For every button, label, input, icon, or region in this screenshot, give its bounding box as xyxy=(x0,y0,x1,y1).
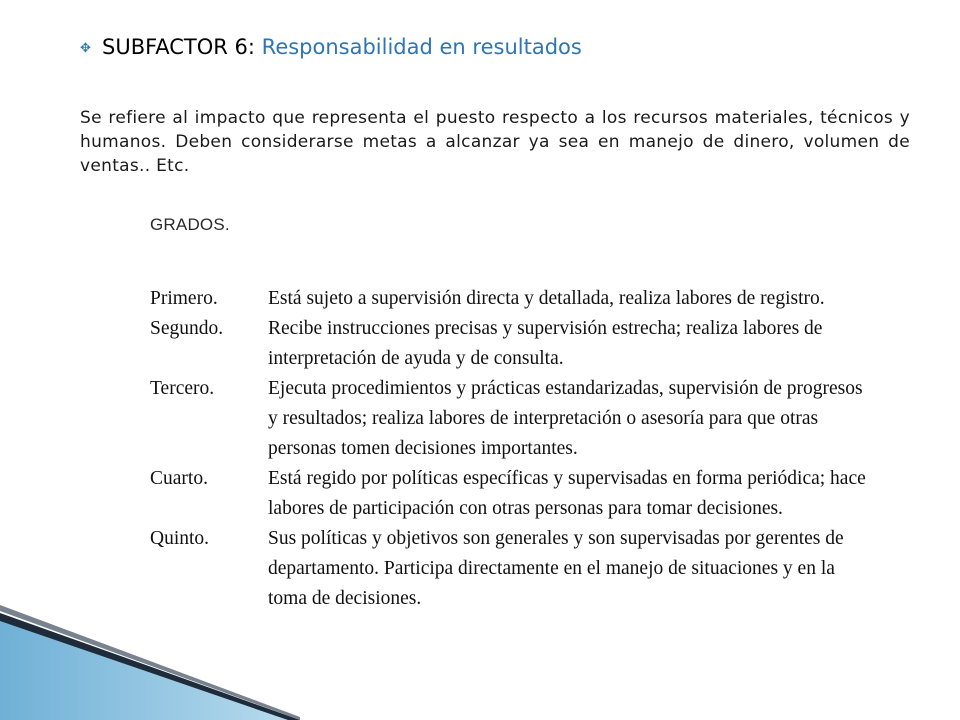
grade-description xyxy=(268,374,920,464)
grade-row xyxy=(150,374,920,464)
grade-description-line: Sus políticas y objetivos son generales y son supervisadas por gerentes de xyxy=(268,528,844,549)
grade-description xyxy=(268,524,920,614)
slide-heading xyxy=(80,33,582,63)
grade-term: Quinto. xyxy=(150,528,210,549)
grade-description-line: labores de participación con otras personas para tomar decisiones. xyxy=(268,498,783,519)
grados-table xyxy=(150,210,920,614)
grade-description xyxy=(268,284,920,314)
grade-row xyxy=(150,284,920,314)
grade-row xyxy=(150,314,920,374)
grade-description-line: departamento. Participa directamente en el manejo de situaciones y en la xyxy=(268,558,835,579)
grade-description xyxy=(268,314,920,374)
decorative-ribbon xyxy=(0,605,300,720)
intro-paragraph: Se refiere al impacto que representa el puesto respecto a los recursos materiales, técnicos y humanos. Deben considerarse metas a alcanzar ya sea en manejo de dinero, volumen de ventas.. Etc. xyxy=(80,108,910,176)
grados-title: GRADOS. xyxy=(150,215,230,234)
grade-term: Cuarto. xyxy=(150,468,208,489)
heading-prefix: SUBFACTOR 6 xyxy=(102,35,248,59)
diamond-bullet-icon: ✥ xyxy=(80,41,91,56)
grade-term: Tercero. xyxy=(150,378,215,399)
grade-description xyxy=(268,464,920,524)
grade-description-line: personas tomen decisiones importantes. xyxy=(268,438,578,459)
grade-description-line: interpretación de ayuda y de consulta. xyxy=(268,348,564,369)
grade-row xyxy=(150,464,920,524)
grade-description-line: Recibe instrucciones precisas y supervisión estrecha; realiza labores de xyxy=(268,318,823,339)
heading-title: Responsabilidad en resultados xyxy=(261,35,582,59)
heading-separator: : xyxy=(247,35,262,59)
grade-description-line: y resultados; realiza labores de interpretación o asesoría para que otras xyxy=(268,408,819,429)
grade-description-line: Ejecuta procedimientos y prácticas estandarizadas, supervisión de progresos xyxy=(268,378,863,399)
grade-description-line: Está regido por políticas específicas y supervisadas en forma periódica; hace xyxy=(268,468,866,489)
grade-description-line: Está sujeto a supervisión directa y detallada, realiza labores de registro. xyxy=(268,288,825,309)
grade-term: Segundo. xyxy=(150,318,224,339)
grade-row xyxy=(150,524,920,614)
grade-description-line: toma de decisiones. xyxy=(268,588,422,609)
grade-term: Primero. xyxy=(150,288,218,309)
